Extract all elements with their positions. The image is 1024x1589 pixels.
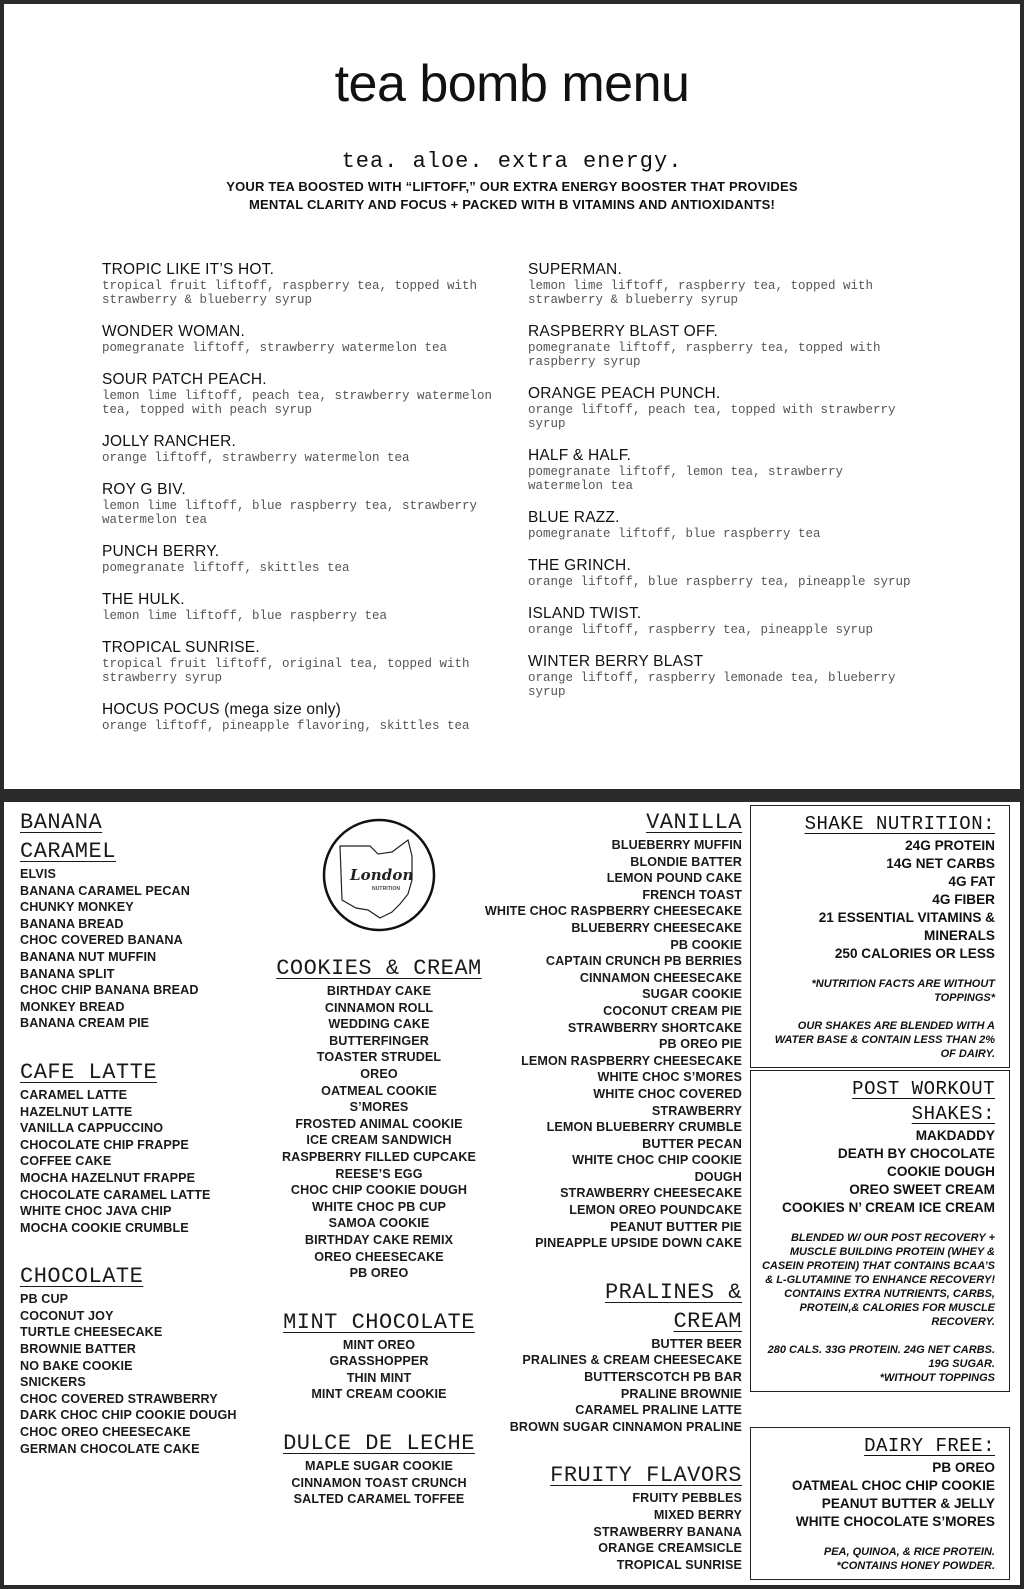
menu-item: COCONUT CREAM PIE — [603, 1003, 742, 1018]
menu-item: BROWNIE BATTER — [20, 1342, 136, 1357]
menu-item: WHITE CHOC S’MORES — [597, 1070, 742, 1085]
tea-item — [102, 701, 512, 733]
menu-item: CHUNKY MONKEY — [20, 900, 134, 915]
menu-item: SALTED CARAMEL TOFFEE — [293, 1492, 465, 1507]
menu-item: LEMON POUND CAKE — [606, 871, 742, 886]
box-item: PB OREO — [932, 1460, 995, 1475]
info-box — [750, 1070, 1010, 1392]
menu-item: BANANA NUT MUFFIN — [20, 949, 157, 964]
menu-item: BUTTERFINGER — [329, 1033, 429, 1048]
tea-item — [102, 323, 512, 355]
box-note: PEA, QUINOA, & RICE PROTEIN. *CONTAINS HONEY POWDER. — [823, 1546, 995, 1572]
menu-item: TROPICAL SUNRISE — [616, 1557, 742, 1572]
box-item: MAKDADDY — [915, 1128, 995, 1143]
tea-name: SOUR PATCH PEACH. — [102, 371, 267, 388]
box-header: SHAKE NUTRITION: — [804, 813, 995, 835]
menu-item: ORANGE CREAMSICLE — [598, 1541, 742, 1556]
section-header: BANANA CARAMEL — [20, 810, 116, 864]
tea-item — [102, 591, 512, 623]
box-item: 24G PROTEIN — [905, 838, 995, 853]
menu-item: LEMON RASPBERRY CHEESECAKE — [521, 1053, 742, 1068]
box-note: BLENDED W/ OUR POST RECOVERY + MUSCLE BUILDING PROTEIN (WHEY & CASEIN PROTEIN) THAT CONTAINS BCAA’S & L-GLUTAMINE TO ENHANCE RECOVERY! CONTAINS EXTRA NUTRIENTS, CARBS, PROTEIN,& CALORIES FOR MUSCLE RECOVERY. — [761, 1232, 995, 1328]
tea-name: TROPIC LIKE IT’S HOT. — [102, 261, 275, 278]
menu-section — [254, 1429, 504, 1508]
box-item: 4G FIBER — [932, 892, 995, 907]
menu-item: VANILLA CAPPUCCINO — [20, 1121, 164, 1136]
tea-description: lemon lime liftoff, blue raspberry tea, strawberry watermelon tea — [102, 499, 478, 527]
section-header: DULCE DE LECHE — [283, 1431, 475, 1457]
menu-section — [20, 1058, 260, 1236]
tagline — [4, 178, 1020, 214]
section-header: PRALINES & CREAM — [604, 1279, 742, 1334]
tea-description: pomegranate liftoff, raspberry tea, topped with raspberry syrup — [528, 341, 881, 369]
london-nutrition-logo — [320, 816, 438, 934]
menu-item: NO BAKE COOKIE — [20, 1358, 133, 1373]
box-note: *NUTRITION FACTS ARE WITHOUT TOPPINGS* — [811, 978, 995, 1004]
tea-description: pomegranate liftoff, lemon tea, strawberry watermelon tea — [528, 465, 844, 493]
tea-item — [102, 261, 512, 307]
tea-list-left — [102, 261, 512, 749]
menu-item: BLUEBERRY MUFFIN — [611, 838, 742, 852]
tea-name: JOLLY RANCHER. — [102, 433, 237, 450]
tea-description: lemon lime liftoff, peach tea, strawberry watermelon tea, topped with peach syrup — [102, 389, 493, 417]
menu-section — [20, 808, 260, 1032]
menu-item: S’MORES — [349, 1100, 409, 1115]
menu-item: SNICKERS — [20, 1375, 86, 1390]
menu-item: MONKEY BREAD — [20, 999, 125, 1014]
tea-name: THE GRINCH. — [528, 557, 631, 574]
menu-item: BANANA BREAD — [20, 916, 124, 931]
box-item: 4G FAT — [948, 874, 995, 889]
menu-item: WHITE CHOC RASPBERRY CHEESECAKE — [484, 904, 742, 919]
menu-item: OREO CHEESECAKE — [314, 1249, 444, 1264]
box-item: PEANUT BUTTER & JELLY — [821, 1496, 995, 1511]
menu-item: BANANA CARAMEL PECAN — [20, 883, 190, 898]
menu-item: CHOCOLATE CHIP FRAPPE — [20, 1137, 189, 1152]
menu-item: CINNAMON ROLL — [324, 1000, 434, 1015]
tea-description: orange liftoff, strawberry watermelon tea — [102, 451, 410, 465]
tea-name: THE HULK. — [102, 591, 185, 608]
menu-item: CINNAMON CHEESECAKE — [579, 970, 742, 985]
box-header: POST WORKOUT SHAKES: — [852, 1078, 995, 1125]
tea-description: tropical fruit liftoff, raspberry tea, topped with strawberry & blueberry syrup — [102, 279, 478, 307]
box-header: DAIRY FREE: — [864, 1435, 995, 1457]
shake-column-2 — [254, 808, 504, 1508]
shake-column-1 — [20, 808, 260, 1457]
menu-item: SUGAR COOKIE — [642, 987, 742, 1002]
menu-item: CARAMEL PRALINE LATTE — [575, 1403, 742, 1418]
tea-description: pomegranate liftoff, skittles tea — [102, 561, 350, 575]
menu-item: ICE CREAM SANDWICH — [306, 1133, 452, 1148]
tea-description: lemon lime liftoff, raspberry tea, topped with strawberry & blueberry syrup — [528, 279, 874, 307]
tea-name: HOCUS POCUS (mega size only) — [102, 701, 342, 718]
page-title: tea bomb menu — [334, 55, 690, 113]
menu-item: FROSTED ANIMAL COOKIE — [295, 1116, 463, 1131]
menu-item: BANANA SPLIT — [20, 966, 115, 981]
menu-item: GRASSHOPPER — [329, 1354, 429, 1369]
menu-section — [484, 808, 742, 1252]
tea-name: RASPBERRY BLAST OFF. — [528, 323, 719, 340]
box-item: COOKIE DOUGH — [887, 1164, 995, 1179]
menu-item: MIXED BERRY — [653, 1508, 742, 1522]
tea-description: orange liftoff, peach tea, topped with strawberry syrup — [528, 403, 896, 431]
box-item: 21 ESSENTIAL VITAMINS & MINERALS — [818, 910, 995, 943]
tea-description: pomegranate liftoff, strawberry watermelon tea — [102, 341, 448, 355]
menu-item: CHOC CHIP BANANA BREAD — [20, 983, 199, 998]
tea-description: orange liftoff, raspberry tea, pineapple syrup — [528, 623, 874, 637]
menu-item: COCONUT JOY — [20, 1308, 114, 1323]
menu-item: CHOC OREO CHEESECAKE — [20, 1425, 191, 1440]
tea-item — [102, 481, 512, 527]
tea-description: orange liftoff, blue raspberry tea, pineapple syrup — [528, 575, 911, 589]
menu-item: BANANA CREAM PIE — [20, 1016, 150, 1031]
menu-item: THIN MINT — [346, 1370, 412, 1385]
menu-item: BIRTHDAY CAKE — [326, 984, 432, 998]
menu-item: WHITE CHOC JAVA CHIP — [20, 1204, 172, 1219]
tea-description: tropical fruit liftoff, original tea, topped with strawberry syrup — [102, 657, 470, 685]
section-header: FRUITY FLAVORS — [550, 1463, 742, 1489]
menu-item: STRAWBERRY BANANA — [593, 1524, 742, 1539]
tea-description: lemon lime liftoff, blue raspberry tea — [102, 609, 388, 623]
tea-item — [528, 605, 938, 637]
tagline-line: MENTAL CLARITY AND FOCUS + PACKED WITH B VITAMINS AND ANTIOXIDANTS! — [248, 197, 776, 212]
menu-item: CINNAMON TOAST CRUNCH — [291, 1475, 467, 1490]
menu-item: PRALINES & CREAM CHEESECAKE — [522, 1353, 742, 1368]
tea-item — [528, 261, 938, 307]
tea-item — [528, 557, 938, 589]
menu-item: FRENCH TOAST — [642, 887, 742, 902]
menu-item: MOCHA HAZELNUT FRAPPE — [20, 1170, 196, 1185]
menu-item: CHOC COVERED STRAWBERRY — [20, 1391, 218, 1406]
svg-text:NUTRITION: NUTRITION — [372, 886, 401, 892]
box-item: 14G NET CARBS — [886, 856, 995, 871]
menu-item: FRUITY PEBBLES — [632, 1491, 742, 1506]
shake-column-3 — [484, 808, 742, 1573]
tea-bomb-menu-page — [4, 4, 1020, 789]
menu-item: OREO — [360, 1066, 398, 1081]
menu-item: BUTTERSCOTCH PB BAR — [584, 1370, 742, 1385]
box-item: 250 CALORIES OR LESS — [834, 946, 995, 961]
tea-name: WONDER WOMAN. — [102, 323, 245, 340]
menu-section — [254, 1308, 504, 1403]
tea-item — [528, 509, 938, 541]
menu-item: WEDDING CAKE — [328, 1017, 430, 1032]
tea-name: ROY G BIV. — [102, 481, 186, 498]
section-header: MINT CHOCOLATE — [283, 1309, 475, 1335]
menu-item: WHITE CHOC CHIP COOKIE DOUGH — [572, 1153, 742, 1184]
menu-item: LEMON OREO POUNDCAKE — [569, 1203, 742, 1218]
tea-name: SUPERMAN. — [528, 261, 622, 278]
menu-item: BLUEBERRY CHEESECAKE — [571, 920, 742, 935]
menu-item: BROWN SUGAR CINNAMON PRALINE — [509, 1419, 742, 1434]
box-item: WHITE CHOCOLATE S’MORES — [795, 1514, 995, 1529]
tea-item — [102, 433, 512, 465]
menu-item: GERMAN CHOCOLATE CAKE — [20, 1441, 200, 1456]
menu-item: PB COOKIE — [670, 937, 742, 952]
menu-item: TURTLE CHEESECAKE — [20, 1325, 163, 1340]
section-header: CAFE LATTE — [20, 1059, 158, 1085]
menu-item: MAPLE SUGAR COOKIE — [304, 1459, 454, 1474]
tea-description: orange liftoff, raspberry lemonade tea, blueberry syrup — [528, 671, 896, 699]
box-note: OUR SHAKES ARE BLENDED WITH A WATER BASE & CONTAIN LESS THAN 2% OF DAIRY. — [774, 1020, 995, 1060]
menu-item: PEANUT BUTTER PIE — [610, 1219, 742, 1234]
menu-item: COFFEE CAKE — [20, 1154, 112, 1169]
menu-item: DARK CHOC CHIP COOKIE DOUGH — [20, 1408, 237, 1423]
tea-name: ORANGE PEACH PUNCH. — [528, 385, 721, 402]
tea-name: PUNCH BERRY. — [102, 543, 220, 560]
tea-name: HALF & HALF. — [528, 447, 632, 464]
menu-item: BLONDIE BATTER — [630, 854, 742, 869]
tea-list-right — [528, 261, 938, 715]
shake-menu-page — [4, 802, 1020, 1585]
box-item: OATMEAL CHOC CHIP COOKIE — [791, 1478, 995, 1493]
info-box — [750, 805, 1010, 1068]
svg-text:London: London — [350, 866, 414, 884]
menu-item: TOASTER STRUDEL — [316, 1050, 442, 1065]
tea-item — [528, 385, 938, 431]
menu-item: OATMEAL COOKIE — [321, 1083, 437, 1098]
menu-item: STRAWBERRY CHEESECAKE — [560, 1186, 742, 1201]
menu-item: RASPBERRY FILLED CUPCAKE — [281, 1149, 477, 1164]
menu-item: CHOC CHIP COOKIE DOUGH — [290, 1183, 468, 1198]
tea-name: TROPICAL SUNRISE. — [102, 639, 260, 656]
box-item: COOKIES N’ CREAM ICE CREAM — [782, 1200, 995, 1215]
tea-name: ISLAND TWIST. — [528, 605, 642, 622]
menu-item: HAZELNUT LATTE — [20, 1104, 133, 1119]
menu-section — [484, 1461, 742, 1573]
box-item: OREO SWEET CREAM — [849, 1182, 995, 1197]
menu-item: WHITE CHOC PB CUP — [312, 1199, 446, 1214]
section-header: VANILLA — [646, 810, 742, 835]
menu-item: REESE’S EGG — [335, 1166, 423, 1181]
box-note: 280 CALS. 33G PROTEIN. 24G NET CARBS. 19G SUGAR. *WITHOUT TOPPINGS — [767, 1344, 995, 1384]
info-box — [750, 1427, 1010, 1580]
menu-item: WHITE CHOC COVERED STRAWBERRY — [593, 1086, 742, 1118]
menu-item: CHOCOLATE CARAMEL LATTE — [20, 1187, 211, 1202]
box-item: DEATH BY CHOCOLATE — [837, 1146, 995, 1161]
tea-name: WINTER BERRY BLAST — [528, 653, 704, 670]
menu-item: PB CUP — [20, 1292, 69, 1307]
menu-section — [254, 954, 504, 1282]
menu-item: PB OREO — [349, 1266, 409, 1281]
menu-item: MOCHA COOKIE CRUMBLE — [20, 1220, 189, 1235]
section-header: COOKIES & CREAM — [276, 956, 482, 981]
menu-item: CAPTAIN CRUNCH PB BERRIES — [545, 954, 742, 969]
tea-item — [102, 639, 512, 685]
menu-item: CARAMEL LATTE — [20, 1087, 128, 1102]
menu-section — [20, 1262, 260, 1457]
menu-item: PRALINE BROWNIE — [620, 1386, 742, 1401]
tea-item — [528, 447, 938, 493]
tea-item — [528, 653, 938, 699]
menu-item: ELVIS — [20, 867, 56, 881]
tea-item — [528, 323, 938, 369]
menu-item: LEMON BLUEBERRY CRUMBLE — [546, 1120, 742, 1135]
tea-name: BLUE RAZZ. — [528, 509, 620, 526]
tea-description: pomegranate liftoff, blue raspberry tea — [528, 527, 821, 541]
tea-item — [102, 371, 512, 417]
tea-item — [102, 543, 512, 575]
menu-section — [484, 1278, 742, 1436]
menu-item: PINEAPPLE UPSIDE DOWN CAKE — [535, 1236, 742, 1251]
menu-item: MINT OREO — [342, 1337, 416, 1352]
menu-item: BUTTER BEER — [651, 1336, 742, 1351]
menu-item: BUTTER PECAN — [642, 1136, 742, 1151]
tea-description: orange liftoff, pineapple flavoring, skittles tea — [102, 719, 470, 733]
menu-item: STRAWBERRY SHORTCAKE — [567, 1020, 742, 1035]
menu-item: SAMOA COOKIE — [328, 1216, 430, 1231]
tagline-line: YOUR TEA BOOSTED WITH “LIFTOFF,” OUR EXTRA ENERGY BOOSTER THAT PROVIDES — [226, 179, 798, 194]
section-header: CHOCOLATE — [20, 1264, 144, 1290]
subtitle: tea. aloe. extra energy. — [341, 149, 683, 174]
menu-item: BIRTHDAY CAKE REMIX — [304, 1232, 454, 1247]
menu-item: MINT CREAM COOKIE — [311, 1387, 447, 1402]
menu-item: CHOC COVERED BANANA — [20, 933, 183, 948]
menu-item: PB OREO PIE — [659, 1037, 742, 1052]
